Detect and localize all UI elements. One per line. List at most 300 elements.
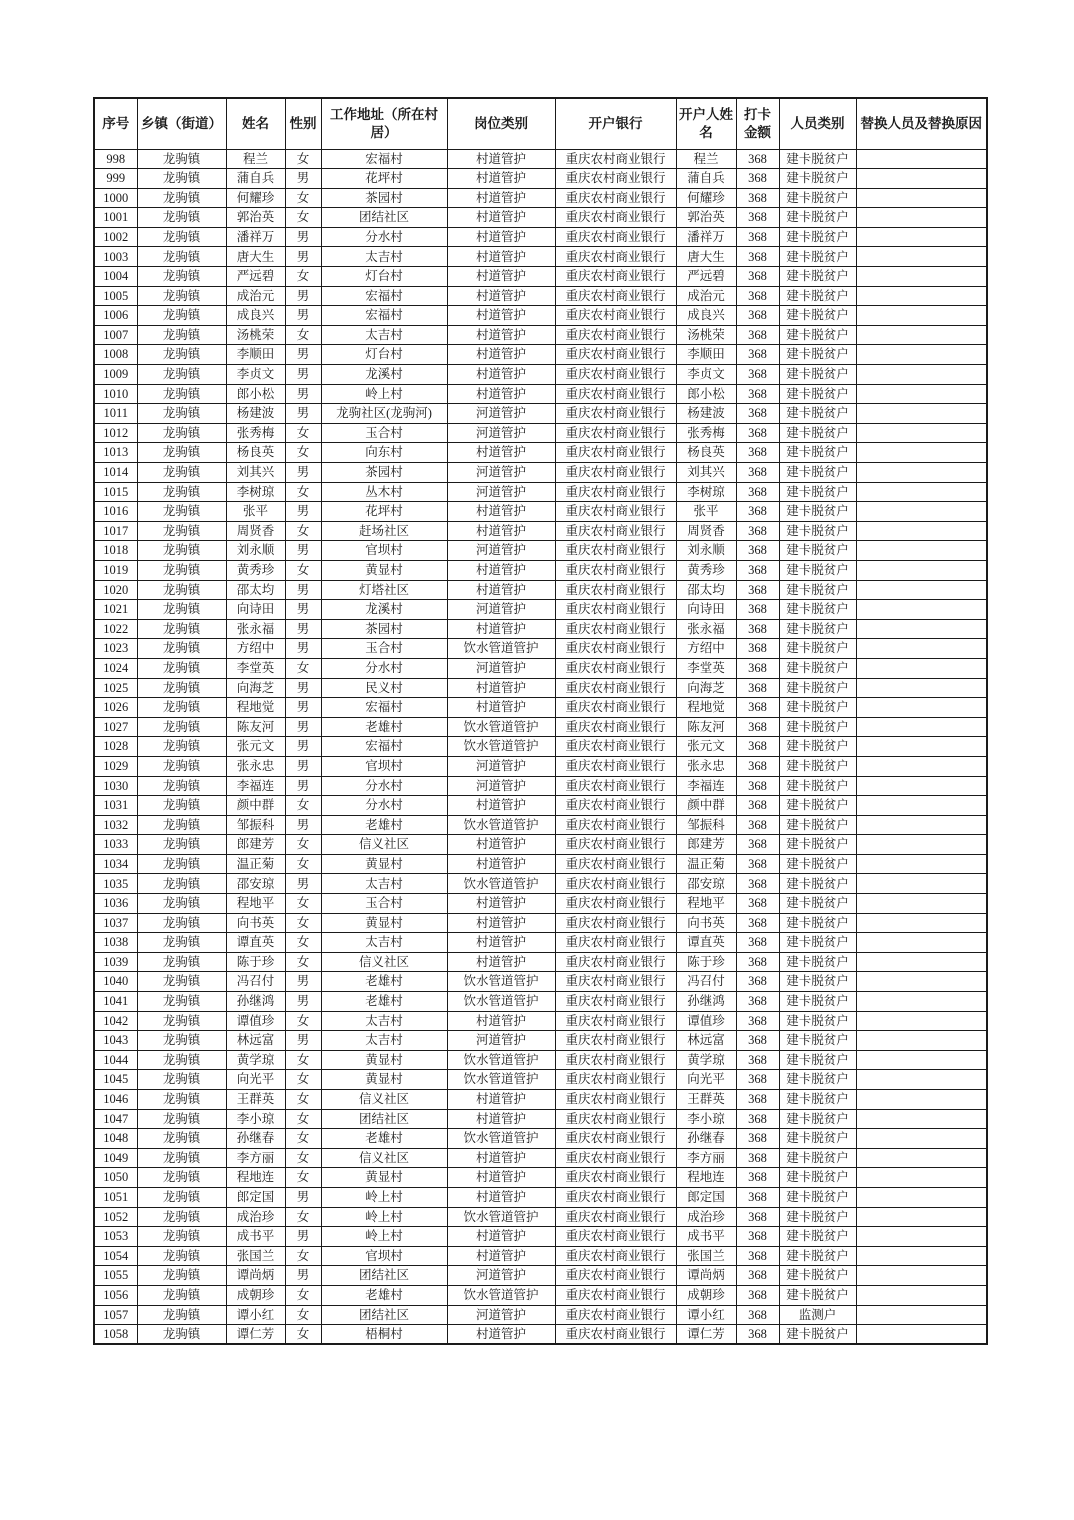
cell-category: 建卡脱贫户 <box>779 227 856 247</box>
cell-sex: 男 <box>285 874 321 894</box>
cell-index: 1047 <box>94 1109 137 1129</box>
cell-note <box>856 404 987 424</box>
cell-bank: 重庆农村商业银行 <box>555 365 676 385</box>
cell-name: 谭小红 <box>226 1305 285 1325</box>
cell-payee: 刘其兴 <box>676 463 736 483</box>
cell-category: 建卡脱贫户 <box>779 286 856 306</box>
cell-job: 村道管护 <box>447 678 555 698</box>
cell-index: 1052 <box>94 1207 137 1227</box>
cell-amount: 368 <box>736 541 779 561</box>
cell-town: 龙驹镇 <box>137 188 226 208</box>
table-row <box>94 1129 987 1149</box>
cell-address: 信义社区 <box>321 1090 447 1110</box>
cell-index: 1001 <box>94 208 137 228</box>
cell-amount: 368 <box>736 1070 779 1090</box>
cell-address: 太吉村 <box>321 1031 447 1051</box>
cell-name: 林远富 <box>226 1031 285 1051</box>
cell-address: 茶园村 <box>321 463 447 483</box>
cell-job: 河道管护 <box>447 463 555 483</box>
cell-payee: 程地平 <box>676 894 736 914</box>
cell-sex: 女 <box>285 560 321 580</box>
cell-address: 太吉村 <box>321 933 447 953</box>
cell-town: 龙驹镇 <box>137 619 226 639</box>
cell-sex: 男 <box>285 1227 321 1247</box>
cell-bank: 重庆农村商业银行 <box>555 541 676 561</box>
cell-amount: 368 <box>736 972 779 992</box>
cell-payee: 向海芝 <box>676 678 736 698</box>
cell-town: 龙驹镇 <box>137 835 226 855</box>
cell-category: 建卡脱贫户 <box>779 384 856 404</box>
cell-category: 建卡脱贫户 <box>779 992 856 1012</box>
cell-address: 老雄村 <box>321 815 447 835</box>
cell-note <box>856 1148 987 1168</box>
cell-note <box>856 1031 987 1051</box>
cell-payee: 张元文 <box>676 737 736 757</box>
cell-amount: 368 <box>736 776 779 796</box>
cell-category: 建卡脱贫户 <box>779 815 856 835</box>
document-page <box>93 97 988 1345</box>
cell-job: 村道管护 <box>447 1187 555 1207</box>
cell-sex: 男 <box>285 541 321 561</box>
cell-amount: 368 <box>736 365 779 385</box>
cell-town: 龙驹镇 <box>137 560 226 580</box>
cell-category: 建卡脱贫户 <box>779 443 856 463</box>
cell-amount: 368 <box>736 463 779 483</box>
cell-note <box>856 874 987 894</box>
cell-bank: 重庆农村商业银行 <box>555 952 676 972</box>
cell-job: 饮水管道管护 <box>447 717 555 737</box>
cell-bank: 重庆农村商业银行 <box>555 188 676 208</box>
cell-amount: 368 <box>736 619 779 639</box>
cell-bank: 重庆农村商业银行 <box>555 678 676 698</box>
cell-payee: 杨建波 <box>676 404 736 424</box>
cell-bank: 重庆农村商业银行 <box>555 600 676 620</box>
cell-name: 黄秀珍 <box>226 560 285 580</box>
table-row <box>94 188 987 208</box>
cell-name: 邹振科 <box>226 815 285 835</box>
cell-job: 河道管护 <box>447 1305 555 1325</box>
cell-name: 潘祥万 <box>226 227 285 247</box>
cell-name: 张国兰 <box>226 1246 285 1266</box>
cell-category: 建卡脱贫户 <box>779 854 856 874</box>
cell-town: 龙驹镇 <box>137 972 226 992</box>
cell-bank: 重庆农村商业银行 <box>555 1011 676 1031</box>
cell-note <box>856 267 987 287</box>
cell-category: 建卡脱贫户 <box>779 972 856 992</box>
cell-amount: 368 <box>736 560 779 580</box>
cell-town: 龙驹镇 <box>137 1090 226 1110</box>
cell-job: 饮水管道管护 <box>447 815 555 835</box>
cell-index: 1012 <box>94 423 137 443</box>
cell-index: 1009 <box>94 365 137 385</box>
cell-job: 饮水管道管护 <box>447 1285 555 1305</box>
cell-bank: 重庆农村商业银行 <box>555 619 676 639</box>
cell-category: 建卡脱贫户 <box>779 1148 856 1168</box>
cell-note <box>856 619 987 639</box>
cell-note <box>856 600 987 620</box>
cell-address: 团结社区 <box>321 208 447 228</box>
cell-bank: 重庆农村商业银行 <box>555 1266 676 1286</box>
cell-payee: 程地觉 <box>676 698 736 718</box>
cell-sex: 男 <box>285 1266 321 1286</box>
cell-bank: 重庆农村商业银行 <box>555 169 676 189</box>
cell-job: 饮水管道管护 <box>447 737 555 757</box>
cell-amount: 368 <box>736 208 779 228</box>
cell-job: 村道管护 <box>447 854 555 874</box>
cell-address: 黄显村 <box>321 1050 447 1070</box>
cell-payee: 郎建芳 <box>676 835 736 855</box>
cell-address: 民义村 <box>321 678 447 698</box>
cell-category: 建卡脱贫户 <box>779 717 856 737</box>
cell-category: 建卡脱贫户 <box>779 1266 856 1286</box>
cell-bank: 重庆农村商业银行 <box>555 1031 676 1051</box>
cell-job: 村道管护 <box>447 619 555 639</box>
cell-index: 1046 <box>94 1090 137 1110</box>
cell-payee: 郎小松 <box>676 384 736 404</box>
table-row <box>94 658 987 678</box>
cell-name: 黄学琼 <box>226 1050 285 1070</box>
cell-category: 建卡脱贫户 <box>779 1168 856 1188</box>
cell-address: 老雄村 <box>321 717 447 737</box>
cell-index: 1055 <box>94 1266 137 1286</box>
table-row <box>94 717 987 737</box>
cell-address: 花坪村 <box>321 169 447 189</box>
cell-note <box>856 1305 987 1325</box>
cell-payee: 邵安琼 <box>676 874 736 894</box>
cell-bank: 重庆农村商业银行 <box>555 1305 676 1325</box>
cell-address: 官坝村 <box>321 1246 447 1266</box>
table-row <box>94 463 987 483</box>
cell-bank: 重庆农村商业银行 <box>555 208 676 228</box>
cell-amount: 368 <box>736 1305 779 1325</box>
table-row <box>94 502 987 522</box>
cell-index: 1022 <box>94 619 137 639</box>
column-header-address: 工作地址（所在村居） <box>321 98 447 149</box>
cell-payee: 成书平 <box>676 1227 736 1247</box>
table-row <box>94 247 987 267</box>
cell-job: 饮水管道管护 <box>447 639 555 659</box>
cell-bank: 重庆农村商业银行 <box>555 972 676 992</box>
cell-payee: 孙继春 <box>676 1129 736 1149</box>
personnel-roster-table <box>93 97 988 1345</box>
cell-address: 玉合村 <box>321 639 447 659</box>
cell-town: 龙驹镇 <box>137 1246 226 1266</box>
cell-index: 1017 <box>94 521 137 541</box>
cell-index: 1057 <box>94 1305 137 1325</box>
cell-note <box>856 639 987 659</box>
cell-sex: 男 <box>285 619 321 639</box>
cell-index: 1014 <box>94 463 137 483</box>
cell-note <box>856 658 987 678</box>
cell-payee: 杨良英 <box>676 443 736 463</box>
cell-sex: 女 <box>285 1285 321 1305</box>
cell-sex: 女 <box>285 1305 321 1325</box>
cell-sex: 女 <box>285 1090 321 1110</box>
cell-address: 太吉村 <box>321 247 447 267</box>
cell-payee: 李树琼 <box>676 482 736 502</box>
cell-bank: 重庆农村商业银行 <box>555 325 676 345</box>
cell-job: 饮水管道管护 <box>447 972 555 992</box>
cell-address: 黄显村 <box>321 913 447 933</box>
cell-amount: 368 <box>736 600 779 620</box>
cell-index: 1026 <box>94 698 137 718</box>
cell-note <box>856 345 987 365</box>
cell-job: 村道管护 <box>447 188 555 208</box>
cell-job: 村道管护 <box>447 952 555 972</box>
cell-town: 龙驹镇 <box>137 874 226 894</box>
cell-sex: 女 <box>285 1325 321 1345</box>
cell-note <box>856 208 987 228</box>
cell-name: 李堂英 <box>226 658 285 678</box>
cell-index: 1002 <box>94 227 137 247</box>
cell-town: 龙驹镇 <box>137 286 226 306</box>
cell-note <box>856 1070 987 1090</box>
cell-name: 谭尚炳 <box>226 1266 285 1286</box>
table-row <box>94 639 987 659</box>
cell-note <box>856 952 987 972</box>
cell-address: 团结社区 <box>321 1305 447 1325</box>
cell-name: 李福连 <box>226 776 285 796</box>
table-row <box>94 208 987 228</box>
cell-name: 邵安琼 <box>226 874 285 894</box>
cell-job: 饮水管道管护 <box>447 874 555 894</box>
cell-index: 1038 <box>94 933 137 953</box>
cell-job: 村道管护 <box>447 1246 555 1266</box>
cell-town: 龙驹镇 <box>137 600 226 620</box>
cell-index: 1031 <box>94 796 137 816</box>
cell-name: 李贞文 <box>226 365 285 385</box>
cell-name: 向诗田 <box>226 600 285 620</box>
cell-town: 龙驹镇 <box>137 1168 226 1188</box>
cell-payee: 黄学琼 <box>676 1050 736 1070</box>
cell-town: 龙驹镇 <box>137 384 226 404</box>
cell-amount: 368 <box>736 1168 779 1188</box>
cell-category: 建卡脱贫户 <box>779 306 856 326</box>
cell-category: 建卡脱贫户 <box>779 1031 856 1051</box>
cell-sex: 女 <box>285 854 321 874</box>
cell-town: 龙驹镇 <box>137 404 226 424</box>
cell-sex: 男 <box>285 698 321 718</box>
cell-index: 1042 <box>94 1011 137 1031</box>
table-row <box>94 913 987 933</box>
table-row <box>94 345 987 365</box>
cell-amount: 368 <box>736 1246 779 1266</box>
cell-note <box>856 149 987 169</box>
cell-amount: 368 <box>736 894 779 914</box>
cell-address: 官坝村 <box>321 756 447 776</box>
cell-payee: 邵太均 <box>676 580 736 600</box>
cell-payee: 邹振科 <box>676 815 736 835</box>
cell-payee: 周贤香 <box>676 521 736 541</box>
table-row <box>94 482 987 502</box>
cell-category: 建卡脱贫户 <box>779 149 856 169</box>
cell-category: 建卡脱贫户 <box>779 933 856 953</box>
cell-bank: 重庆农村商业银行 <box>555 1090 676 1110</box>
cell-payee: 陈于珍 <box>676 952 736 972</box>
cell-bank: 重庆农村商业银行 <box>555 1129 676 1149</box>
cell-sex: 男 <box>285 384 321 404</box>
cell-payee: 冯召付 <box>676 972 736 992</box>
cell-note <box>856 1266 987 1286</box>
cell-address: 茶园村 <box>321 619 447 639</box>
cell-amount: 368 <box>736 737 779 757</box>
column-header-town: 乡镇（街道） <box>137 98 226 149</box>
cell-amount: 368 <box>736 678 779 698</box>
cell-sex: 女 <box>285 1207 321 1227</box>
cell-name: 郎小松 <box>226 384 285 404</box>
cell-note <box>856 325 987 345</box>
cell-name: 郎建芳 <box>226 835 285 855</box>
table-row <box>94 1011 987 1031</box>
cell-index: 1025 <box>94 678 137 698</box>
cell-category: 建卡脱贫户 <box>779 169 856 189</box>
cell-index: 1050 <box>94 1168 137 1188</box>
cell-town: 龙驹镇 <box>137 482 226 502</box>
cell-amount: 368 <box>736 1109 779 1129</box>
cell-note <box>856 580 987 600</box>
cell-payee: 李小琼 <box>676 1109 736 1129</box>
cell-category: 建卡脱贫户 <box>779 404 856 424</box>
cell-job: 村道管护 <box>447 913 555 933</box>
cell-sex: 女 <box>285 913 321 933</box>
table-row <box>94 1168 987 1188</box>
cell-address: 花坪村 <box>321 502 447 522</box>
cell-index: 1004 <box>94 267 137 287</box>
column-header-note: 替换人员及替换原因 <box>856 98 987 149</box>
cell-category: 建卡脱贫户 <box>779 482 856 502</box>
cell-sex: 女 <box>285 208 321 228</box>
cell-sex: 男 <box>285 972 321 992</box>
cell-payee: 严远碧 <box>676 267 736 287</box>
cell-note <box>856 169 987 189</box>
cell-name: 严远碧 <box>226 267 285 287</box>
cell-index: 1053 <box>94 1227 137 1247</box>
cell-category: 建卡脱贫户 <box>779 365 856 385</box>
cell-payee: 成良兴 <box>676 306 736 326</box>
table-row <box>94 952 987 972</box>
cell-address: 团结社区 <box>321 1109 447 1129</box>
cell-job: 村道管护 <box>447 933 555 953</box>
cell-sex: 男 <box>285 678 321 698</box>
cell-name: 成朝珍 <box>226 1285 285 1305</box>
table-row <box>94 325 987 345</box>
table-row <box>94 541 987 561</box>
cell-town: 龙驹镇 <box>137 992 226 1012</box>
cell-job: 河道管护 <box>447 776 555 796</box>
cell-amount: 368 <box>736 992 779 1012</box>
cell-town: 龙驹镇 <box>137 815 226 835</box>
cell-category: 建卡脱贫户 <box>779 1090 856 1110</box>
cell-index: 1027 <box>94 717 137 737</box>
cell-category: 建卡脱贫户 <box>779 737 856 757</box>
cell-address: 老雄村 <box>321 972 447 992</box>
cell-note <box>856 541 987 561</box>
cell-category: 建卡脱贫户 <box>779 267 856 287</box>
cell-amount: 368 <box>736 1207 779 1227</box>
cell-name: 张平 <box>226 502 285 522</box>
cell-name: 陈友河 <box>226 717 285 737</box>
cell-name: 唐大生 <box>226 247 285 267</box>
cell-amount: 368 <box>736 1325 779 1345</box>
cell-category: 建卡脱贫户 <box>779 639 856 659</box>
cell-note <box>856 992 987 1012</box>
cell-bank: 重庆农村商业银行 <box>555 815 676 835</box>
cell-bank: 重庆农村商业银行 <box>555 1109 676 1129</box>
cell-bank: 重庆农村商业银行 <box>555 1187 676 1207</box>
cell-sex: 女 <box>285 149 321 169</box>
cell-name: 程地连 <box>226 1168 285 1188</box>
cell-name: 成治珍 <box>226 1207 285 1227</box>
cell-bank: 重庆农村商业银行 <box>555 384 676 404</box>
table-row <box>94 776 987 796</box>
cell-index: 1054 <box>94 1246 137 1266</box>
table-header-row <box>94 98 987 149</box>
cell-name: 邵太均 <box>226 580 285 600</box>
cell-category: 建卡脱贫户 <box>779 521 856 541</box>
cell-category: 建卡脱贫户 <box>779 600 856 620</box>
cell-name: 李方丽 <box>226 1148 285 1168</box>
cell-payee: 程兰 <box>676 149 736 169</box>
cell-address: 黄显村 <box>321 560 447 580</box>
cell-address: 分水村 <box>321 776 447 796</box>
cell-bank: 重庆农村商业银行 <box>555 1325 676 1345</box>
table-row <box>94 286 987 306</box>
cell-address: 玉合村 <box>321 894 447 914</box>
cell-index: 1028 <box>94 737 137 757</box>
cell-town: 龙驹镇 <box>137 1011 226 1031</box>
column-header-bank: 开户银行 <box>555 98 676 149</box>
cell-amount: 368 <box>736 756 779 776</box>
cell-job: 村道管护 <box>447 208 555 228</box>
cell-payee: 向光平 <box>676 1070 736 1090</box>
cell-address: 宏福村 <box>321 149 447 169</box>
cell-sex: 男 <box>285 1031 321 1051</box>
cell-address: 太吉村 <box>321 1011 447 1031</box>
cell-job: 河道管护 <box>447 658 555 678</box>
table-row <box>94 1266 987 1286</box>
cell-amount: 368 <box>736 502 779 522</box>
cell-note <box>856 1090 987 1110</box>
cell-category: 建卡脱贫户 <box>779 345 856 365</box>
cell-sex: 女 <box>285 894 321 914</box>
cell-job: 村道管护 <box>447 1109 555 1129</box>
cell-name: 程兰 <box>226 149 285 169</box>
cell-name: 李树琼 <box>226 482 285 502</box>
cell-note <box>856 815 987 835</box>
cell-job: 村道管护 <box>447 560 555 580</box>
cell-index: 1016 <box>94 502 137 522</box>
cell-category: 建卡脱贫户 <box>779 796 856 816</box>
cell-town: 龙驹镇 <box>137 267 226 287</box>
table-row <box>94 1050 987 1070</box>
cell-sex: 女 <box>285 482 321 502</box>
cell-amount: 368 <box>736 521 779 541</box>
cell-town: 龙驹镇 <box>137 796 226 816</box>
cell-sex: 女 <box>285 521 321 541</box>
cell-amount: 368 <box>736 286 779 306</box>
cell-note <box>856 717 987 737</box>
cell-town: 龙驹镇 <box>137 1227 226 1247</box>
cell-note <box>856 306 987 326</box>
cell-bank: 重庆农村商业银行 <box>555 1285 676 1305</box>
cell-category: 建卡脱贫户 <box>779 1129 856 1149</box>
cell-category: 建卡脱贫户 <box>779 874 856 894</box>
cell-index: 1011 <box>94 404 137 424</box>
cell-payee: 王群英 <box>676 1090 736 1110</box>
table-row <box>94 1207 987 1227</box>
table-row <box>94 894 987 914</box>
cell-sex: 男 <box>285 756 321 776</box>
